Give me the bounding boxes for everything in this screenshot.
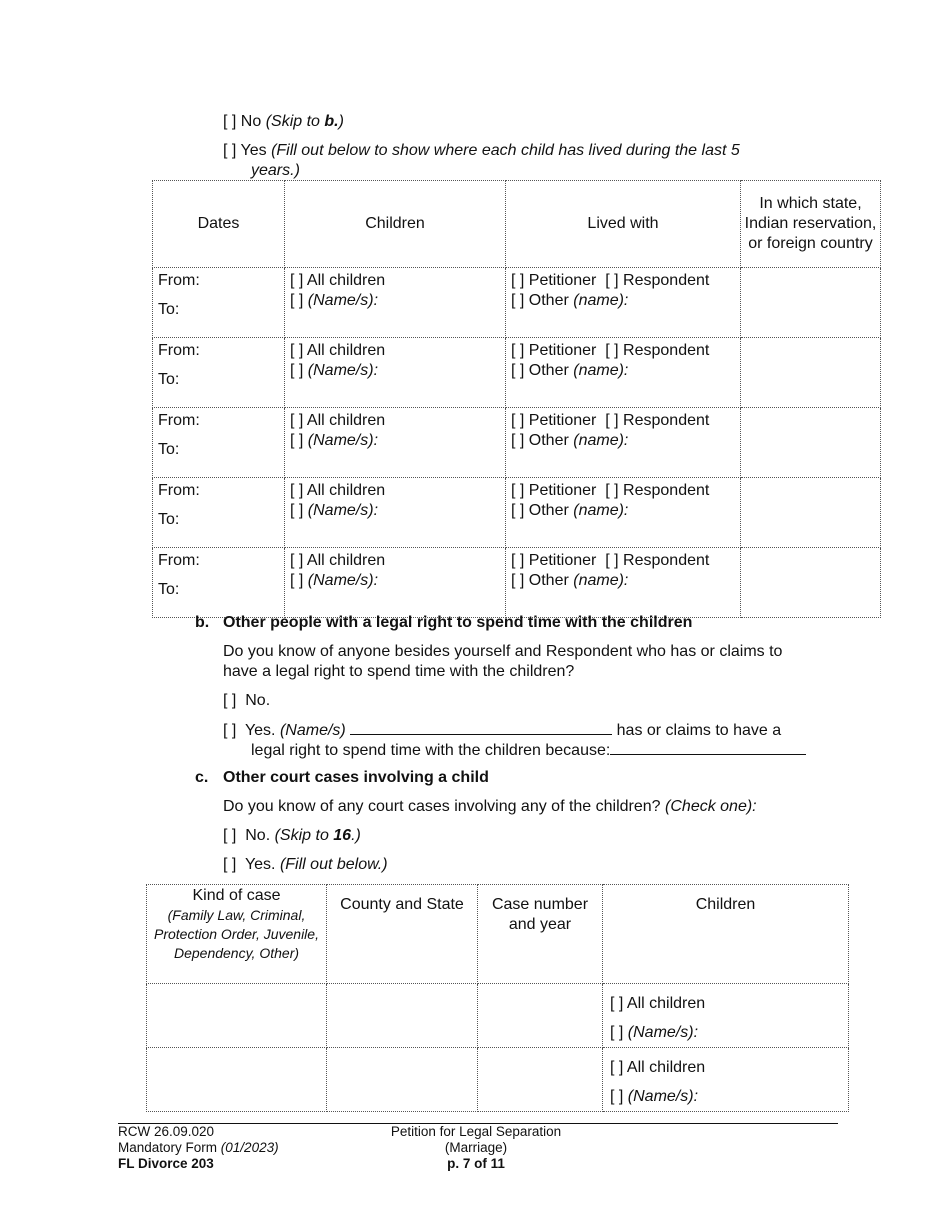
section-c-yes-option bbox=[223, 855, 388, 875]
from-label: From: bbox=[158, 272, 200, 289]
lived-with-cell bbox=[506, 548, 741, 618]
intro-no-label: No bbox=[240, 113, 262, 130]
section-b-no-checkbox[interactable]: [ ] bbox=[223, 692, 237, 709]
dates-cell[interactable] bbox=[153, 478, 285, 548]
to-label: To: bbox=[158, 441, 180, 458]
named-children-option[interactable]: [ ] (Name/s): bbox=[290, 572, 379, 589]
petitioner-respondent-checkboxes[interactable]: [ ] Petitioner [ ] Respondent bbox=[511, 482, 710, 499]
footer-title-sub: (Marriage) bbox=[444, 1140, 508, 1155]
header-case-number: Case number and year bbox=[478, 885, 603, 984]
location-cell[interactable] bbox=[741, 478, 881, 548]
section-c-letter: c. bbox=[195, 769, 209, 786]
all-children-checkbox[interactable]: [ ] All children bbox=[610, 995, 706, 1012]
to-label: To: bbox=[158, 511, 180, 528]
section-b-names-field[interactable] bbox=[350, 720, 612, 735]
section-b-yes-option bbox=[223, 720, 781, 741]
case-children-cell bbox=[603, 984, 849, 1048]
footer-page-number: p. 7 of 11 bbox=[447, 1156, 505, 1171]
petitioner-respondent-checkboxes[interactable]: [ ] Petitioner [ ] Respondent bbox=[511, 342, 710, 359]
dates-cell[interactable] bbox=[153, 338, 285, 408]
section-b-names-hint: (Name/s) bbox=[279, 722, 346, 739]
lived-with-cell bbox=[506, 408, 741, 478]
other-person-option[interactable]: [ ] Other (name): bbox=[511, 362, 629, 379]
footer-title: Petition for Legal Separation bbox=[390, 1124, 562, 1139]
lived-with-cell bbox=[506, 478, 741, 548]
intro-yes-hint-2: years.) bbox=[251, 162, 300, 179]
all-children-checkbox[interactable]: [ ] All children bbox=[290, 482, 386, 499]
other-person-option[interactable]: [ ] Other (name): bbox=[511, 432, 629, 449]
county-cell[interactable] bbox=[327, 1048, 478, 1112]
all-children-checkbox[interactable]: [ ] All children bbox=[290, 552, 386, 569]
section-c-yes-hint: (Fill out below.) bbox=[279, 856, 388, 873]
petitioner-respondent-checkboxes[interactable]: [ ] Petitioner [ ] Respondent bbox=[511, 412, 710, 429]
other-person-option[interactable]: [ ] Other (name): bbox=[511, 502, 629, 519]
section-b-title: Other people with a legal right to spend time with the children bbox=[223, 614, 693, 631]
court-cases-table bbox=[146, 884, 849, 1112]
from-label: From: bbox=[158, 342, 200, 359]
section-b-reason-field[interactable] bbox=[610, 740, 806, 755]
case-children-cell bbox=[603, 1048, 849, 1112]
residence-row bbox=[153, 548, 881, 618]
footer-left bbox=[118, 1124, 279, 1172]
named-children-option[interactable]: [ ] (Name/s): bbox=[610, 1024, 699, 1041]
footer-rcw: RCW 26.09.020 bbox=[118, 1124, 215, 1139]
case-row bbox=[147, 984, 849, 1048]
intro-no-hint: (Skip to b.) bbox=[265, 113, 344, 130]
intro-yes-checkbox[interactable]: [ ] bbox=[223, 142, 237, 159]
header-children: Children bbox=[285, 181, 506, 268]
all-children-checkbox[interactable]: [ ] All children bbox=[290, 342, 386, 359]
residence-row bbox=[153, 338, 881, 408]
header-location: In which state, Indian reservation, or foreign country bbox=[741, 181, 881, 268]
residence-row bbox=[153, 268, 881, 338]
case-number-cell[interactable] bbox=[478, 984, 603, 1048]
section-c-question-hint: (Check one): bbox=[665, 798, 757, 815]
kind-cell[interactable] bbox=[147, 984, 327, 1048]
intro-no-checkbox[interactable]: [ ] bbox=[223, 113, 237, 130]
children-cell bbox=[285, 548, 506, 618]
location-cell[interactable] bbox=[741, 548, 881, 618]
intro-no-option bbox=[223, 112, 344, 132]
dates-cell[interactable] bbox=[153, 548, 285, 618]
header-kind-hint: (Family Law, Criminal, Protection Order, Juvenile, Dependency, Other) bbox=[154, 907, 319, 961]
section-b-letter: b. bbox=[195, 614, 210, 631]
case-number-cell[interactable] bbox=[478, 1048, 603, 1112]
children-cell bbox=[285, 408, 506, 478]
to-label: To: bbox=[158, 581, 180, 598]
section-b-question-2: have a legal right to spend time with the children? bbox=[223, 663, 575, 680]
header-cases-children: Children bbox=[603, 885, 849, 984]
section-b-no-label: No. bbox=[245, 692, 271, 709]
residence-row bbox=[153, 408, 881, 478]
all-children-checkbox[interactable]: [ ] All children bbox=[290, 412, 386, 429]
section-c-question: Do you know of any court cases involving any of the children? (Check one): bbox=[223, 798, 757, 815]
intro-yes-option bbox=[223, 141, 740, 161]
section-c-yes-label: Yes. bbox=[244, 856, 276, 873]
county-cell[interactable] bbox=[327, 984, 478, 1048]
section-b-question-1: Do you know of anyone besides yourself and Respondent who has or claims to bbox=[223, 643, 783, 660]
section-b-yes-label: Yes. bbox=[244, 722, 276, 739]
to-label: To: bbox=[158, 371, 180, 388]
kind-cell[interactable] bbox=[147, 1048, 327, 1112]
footer-center bbox=[376, 1124, 576, 1172]
header-county-state: County and State bbox=[327, 885, 478, 984]
section-c-no-option bbox=[223, 826, 361, 846]
intro-yes-hint-1: (Fill out below to show where each child has lived during the last 5 bbox=[271, 142, 740, 159]
named-children-option[interactable]: [ ] (Name/s): bbox=[290, 432, 379, 449]
header-lived-with: Lived with bbox=[506, 181, 741, 268]
section-c-no-hint: (Skip to 16.) bbox=[274, 827, 361, 844]
from-label: From: bbox=[158, 482, 200, 499]
section-b-heading bbox=[195, 613, 209, 633]
footer-form-id: FL Divorce 203 bbox=[118, 1156, 214, 1171]
lived-with-cell bbox=[506, 338, 741, 408]
dates-cell[interactable] bbox=[153, 268, 285, 338]
children-cell bbox=[285, 478, 506, 548]
other-person-option[interactable]: [ ] Other (name): bbox=[511, 292, 629, 309]
lived-with-cell bbox=[506, 268, 741, 338]
children-cell bbox=[285, 268, 506, 338]
section-c-yes-checkbox[interactable]: [ ] bbox=[223, 856, 237, 873]
all-children-checkbox[interactable]: [ ] All children bbox=[610, 1059, 706, 1076]
section-b-no-option bbox=[223, 691, 270, 711]
petitioner-respondent-checkboxes[interactable]: [ ] Petitioner [ ] Respondent bbox=[511, 272, 710, 289]
location-cell[interactable] bbox=[741, 338, 881, 408]
section-b-reason-line bbox=[251, 740, 806, 761]
intro-yes-label: Yes bbox=[240, 142, 267, 159]
named-children-option[interactable]: [ ] (Name/s): bbox=[610, 1088, 699, 1105]
footer-mandatory: Mandatory Form (01/2023) bbox=[118, 1140, 279, 1155]
residence-table bbox=[152, 180, 881, 618]
section-c-no-checkbox[interactable]: [ ] bbox=[223, 827, 237, 844]
header-dates: Dates bbox=[153, 181, 285, 268]
location-cell[interactable] bbox=[741, 268, 881, 338]
other-person-option[interactable]: [ ] Other (name): bbox=[511, 572, 629, 589]
from-label: From: bbox=[158, 412, 200, 429]
header-kind-of-case: Kind of case (Family Law, Criminal, Protection Order, Juvenile, Dependency, Other) bbox=[147, 885, 327, 984]
dates-cell[interactable] bbox=[153, 408, 285, 478]
section-c-no-label: No. bbox=[245, 827, 271, 844]
location-cell[interactable] bbox=[741, 408, 881, 478]
named-children-option[interactable]: [ ] (Name/s): bbox=[290, 502, 379, 519]
case-row bbox=[147, 1048, 849, 1112]
named-children-option[interactable]: [ ] (Name/s): bbox=[290, 362, 379, 379]
to-label: To: bbox=[158, 301, 180, 318]
section-b-yes-checkbox[interactable]: [ ] bbox=[223, 722, 237, 739]
all-children-checkbox[interactable]: [ ] All children bbox=[290, 272, 386, 289]
petitioner-respondent-checkboxes[interactable]: [ ] Petitioner [ ] Respondent bbox=[511, 552, 710, 569]
children-cell bbox=[285, 338, 506, 408]
named-children-option[interactable]: [ ] (Name/s): bbox=[290, 292, 379, 309]
section-c-title: Other court cases involving a child bbox=[223, 769, 489, 786]
section-b-yes-mid: has or claims to have a bbox=[616, 722, 782, 739]
section-b-reason-label: legal right to spend time with the children because: bbox=[251, 742, 611, 759]
from-label: From: bbox=[158, 552, 200, 569]
residence-row bbox=[153, 478, 881, 548]
